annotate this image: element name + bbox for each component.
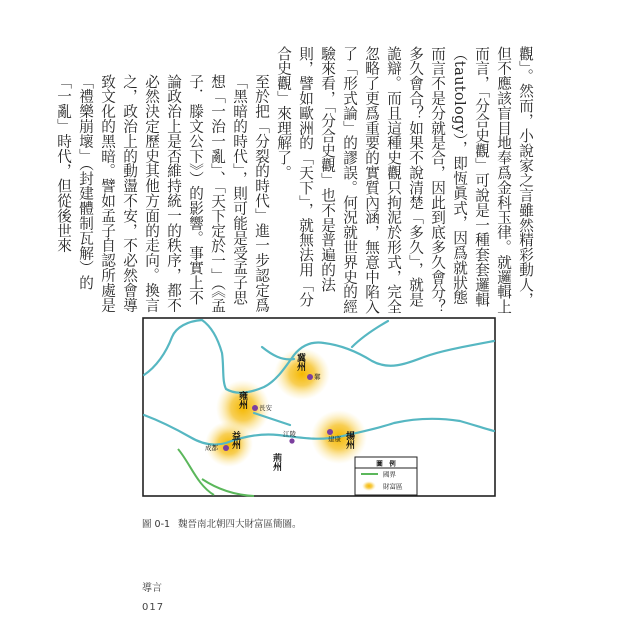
legend-border-label: 國界: [383, 470, 396, 479]
city-marker-ye: [307, 374, 313, 380]
city-label-changan: 長安: [259, 404, 272, 412]
region-label-jingzhou: 荊州: [271, 453, 281, 471]
legend-wealth-swatch: [362, 481, 376, 491]
city-label-ye: 鄴: [314, 373, 321, 381]
map-legend: [355, 457, 417, 495]
city-marker-changan: [252, 405, 258, 411]
figure-caption-text: 魏晉南北朝四大財富區簡圖。: [178, 519, 302, 530]
figure-caption: [142, 516, 302, 530]
city-label-chengdu: 成都: [205, 444, 218, 452]
map-frame: [143, 318, 495, 496]
city-marker-jiangling: [289, 438, 294, 443]
legend-title: 圖 例: [376, 459, 396, 468]
body-paragraph-2: 至於把「分裂的時代」進一步認定爲「黑暗的時代」，則可能是受孟子思想「一治一亂」、「天下定於一」（《孟子．滕文公下》）的影響。事實上不論政治上是否維持統一的秩序，都不必然決定歷史其他方面的走向。換言之，政治上的動盪不安，不必然會導致文化的黑暗。譬如孟子自認所處是「禮樂崩壞」（封建體制瓦解）的「一亂」時代，但從後世來: [55, 74, 270, 313]
wealth-regions-map: [142, 317, 496, 497]
page-number: 017: [142, 602, 165, 613]
section-title: 導言: [142, 583, 162, 594]
page-footer: [142, 579, 164, 613]
city-label-jiangling: 江陵: [283, 430, 296, 438]
body-text-column: [52, 46, 536, 318]
legend-wealth-label: 財富區: [383, 482, 403, 491]
region-label-yongzhou: 雍州: [237, 391, 247, 409]
region-label-jizhou: 冀州: [295, 353, 305, 371]
city-marker-chengdu: [223, 445, 229, 451]
figure-number: 圖 0-1: [142, 519, 171, 530]
region-label-yangzhou: 揚州: [344, 431, 354, 449]
region-label-yizhou: 益州: [230, 431, 240, 449]
body-paragraph-1: 觀」。然而，小說家之言雖然精彩動人，但不應該盲目地奉爲金科玉律。就邏輯上而言，「分合史觀」可說是一種套套邏輯（tautology），即恆眞式，因爲就狀態而言不是分就是合，因此到底多久會分？多久會合？如果不說清楚「多久」，就是詭辯。而且這種史觀只拘泥於形式，完全忽略了更爲重要的實質內涵，無意中陷入了「形式論」的謬誤。何況就世界史的經驗來看，「分合史觀」也不是普遍的法則，譬如歐洲的「天下」，就無法用「分合史觀」來理解了。: [275, 46, 534, 315]
city-label-jiankang: 建康: [328, 435, 341, 443]
